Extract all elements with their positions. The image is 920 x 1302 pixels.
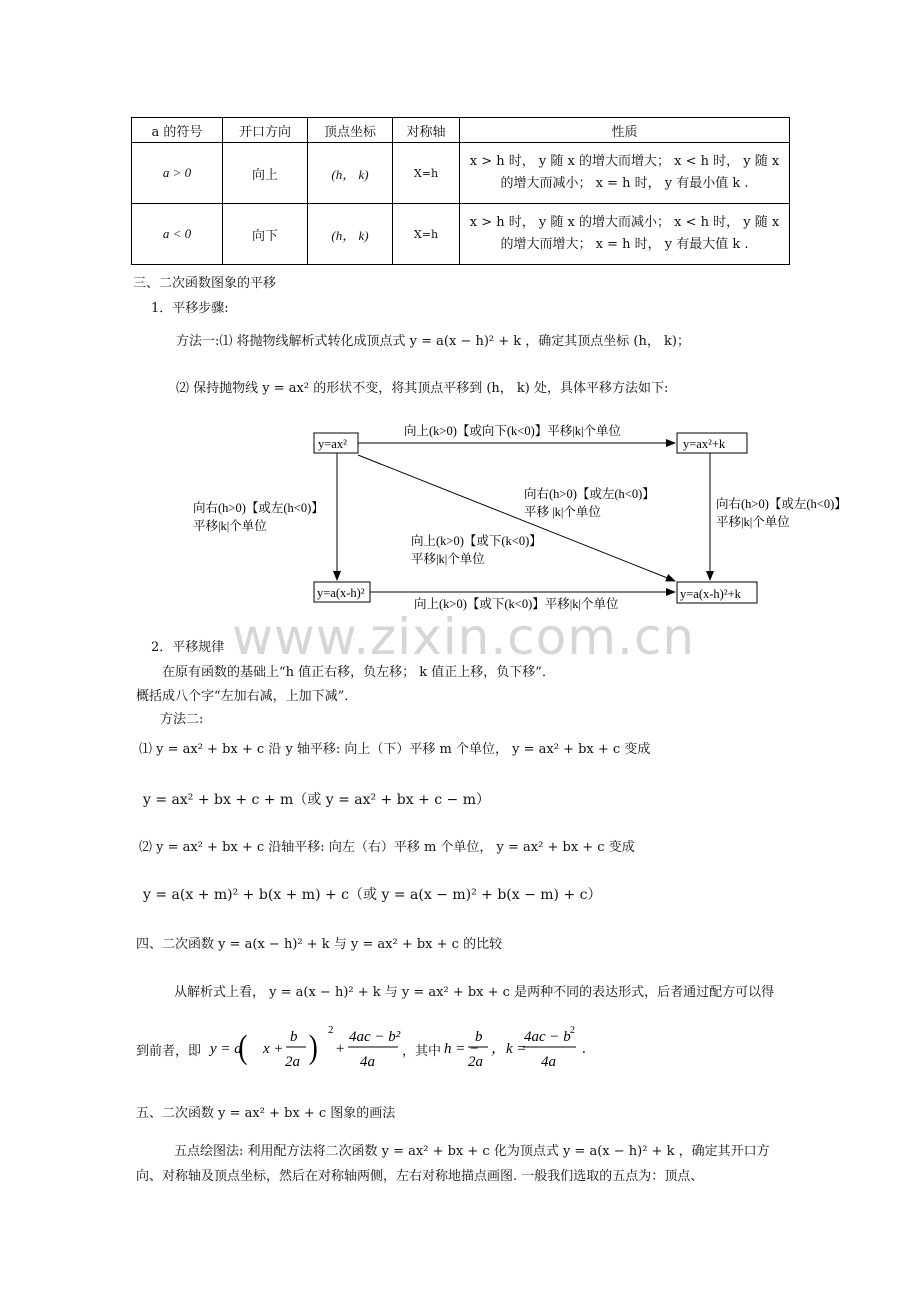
cell-vertex: (h， k) [308,143,393,204]
label-diag-a2: 平移 |k|个单位 [524,505,601,519]
section4-line2-prefix: 到前者，即 [136,1044,202,1059]
svg-text:+: + [335,1041,346,1057]
method2-line1: ⑴ y = ax² + bx + c 沿 y 轴平移: 向上（下）平移 m 个单位， y = ax² + bx + c 变成 [139,742,651,757]
frac-2a: 2a [285,1054,300,1070]
method2-line4: y = a(x + m)² + b(x + m) + c（或 y = a(x − m)² + b(x − m) + c） [143,887,602,903]
cell-vertex: (h， k) [308,204,393,265]
label-top: 向上(k>0)【或向下(k<0)】平移|k|个单位 [404,424,622,438]
cell-direction: 向上 [223,143,308,204]
svg-text:(: ( [238,1028,248,1066]
section4-line2-middle: ，其中 [402,1044,442,1059]
svg-text:4ac − b: 4ac − b [524,1029,571,1045]
step1-title: 1．平移步骤: [151,301,229,316]
header-direction: 开口方向 [223,118,308,143]
property-line: x > h 时， y 随 x 的增大而减小； x < h 时， y 随 x [469,215,780,230]
svg-text:y = a: y = a [210,1041,242,1057]
box-top-left-label: y=ax² [318,437,347,451]
section4-title: 四、二次函数 y = a(x − h)² + k 与 y = ax² + bx + c 的比较 [136,937,503,952]
frac-b: b [290,1029,298,1045]
box-bottom-right-label: y=a(x-h)²+k [680,587,741,601]
label-right-1: 向右(h>0)【或左(h<0)】 [716,497,847,511]
box-bottom-left-label: y=a(x-h)² [317,586,365,600]
property-line: 的增大而增大； x = h 时， y 有最大值 k . [500,237,749,252]
method2-line3: ⑵ y = ax² + bx + c 沿轴平移: 向左（右）平移 m 个单位， y = ax² + bx + c 变成 [139,840,635,855]
cell-axis: X=h [393,204,460,265]
label-diag-b1: 向上(k>0)【或下(k<0)】 [411,534,542,548]
cell-sign: a < 0 [132,204,223,265]
label-bottom: 向上(k>0)【或下(k<0)】平移|k|个单位 [414,597,619,611]
section4-line1: 从解析式上看， y = a(x − h)² + k 与 y = ax² + bx + c 是两种不同的表达形式，后者通过配方可以得 [174,985,775,1000]
section5-line1: 五点绘图法: 利用配方法将二次函数 y = ax² + bx + c 化为顶点式 y = a(x − h)² + k ，确定其开口方 [174,1144,770,1159]
rule-line2: 概括成八个字“左加右减，上加下减”． [136,689,358,704]
h-k-formula [444,1018,604,1080]
svg-text:2: 2 [570,1025,575,1036]
header-property: 性质 [460,118,790,143]
svg-text:x +: x + [263,1041,284,1057]
rule-line1: 在原有函数的基础上“h 值正右移，负左移； k 值正上移，负下移”． [162,665,555,680]
watermark: www.zixin.com.cn [232,608,696,666]
arrow-diagonal [358,455,675,581]
header-axis: 对称轴 [393,118,460,143]
svg-text:，k =: ，k = [491,1041,527,1057]
label-diag-b2: 平移|k|个单位 [411,552,485,566]
method1-line1: 方法一:⑴ 将抛物线解析式转化成顶点式 y = a(x − h)² + k ，确定其顶点坐标 (h， k)； [176,334,690,349]
cell-sign: a > 0 [132,143,223,204]
svg-text:): ) [308,1028,318,1066]
svg-text:4a: 4a [541,1054,556,1070]
svg-text:b: b [475,1029,483,1045]
section5-title: 五、二次函数 y = ax² + bx + c 图象的画法 [136,1106,396,1121]
method1-line2: ⑵ 保持抛物线 y = ax² 的形状不变，将其顶点平移到 (h， k) 处，具体平移方法如下: [176,381,669,396]
svg-text:2: 2 [328,1024,334,1036]
header-sign: a 的符号 [132,118,223,143]
step2-title: 2．平移规律 [151,640,225,655]
frac-num: 4ac − b² [349,1029,401,1045]
label-right-2: 平移|k|个单位 [716,515,790,529]
label-left-1: 向右(h>0)【或左(h<0)】 [193,501,324,515]
label-left-2: 平移|k|个单位 [193,519,267,533]
section3-title: 三、二次函数图象的平移 [133,276,277,291]
method2-line2: y = ax² + bx + c + m（或 y = ax² + bx + c − m） [143,792,490,808]
section5-line2: 向、对称轴及顶点坐标，然后在对称轴两侧，左右对称地描点画图. 一般我们选取的五点为：顶点、 [136,1169,704,1184]
svg-text:h = −: h = − [444,1041,480,1057]
property-line: x > h 时， y 随 x 的增大而增大； x < h 时， y 随 x [469,154,780,169]
svg-text:2a: 2a [468,1054,483,1070]
cell-axis: X=h [393,143,460,204]
frac-den: 4a [360,1054,375,1070]
property-line: 的增大而减小； x = h 时， y 有最小值 k . [500,176,749,191]
method2-title: 方法二: [160,712,204,727]
cell-direction: 向下 [223,204,308,265]
box-top-right-label: y=ax²+k [683,437,726,451]
header-vertex: 顶点坐标 [308,118,393,143]
svg-text:.: . [582,1041,586,1057]
label-diag-a1: 向右(h>0)【或左(h<0)】 [524,487,655,501]
